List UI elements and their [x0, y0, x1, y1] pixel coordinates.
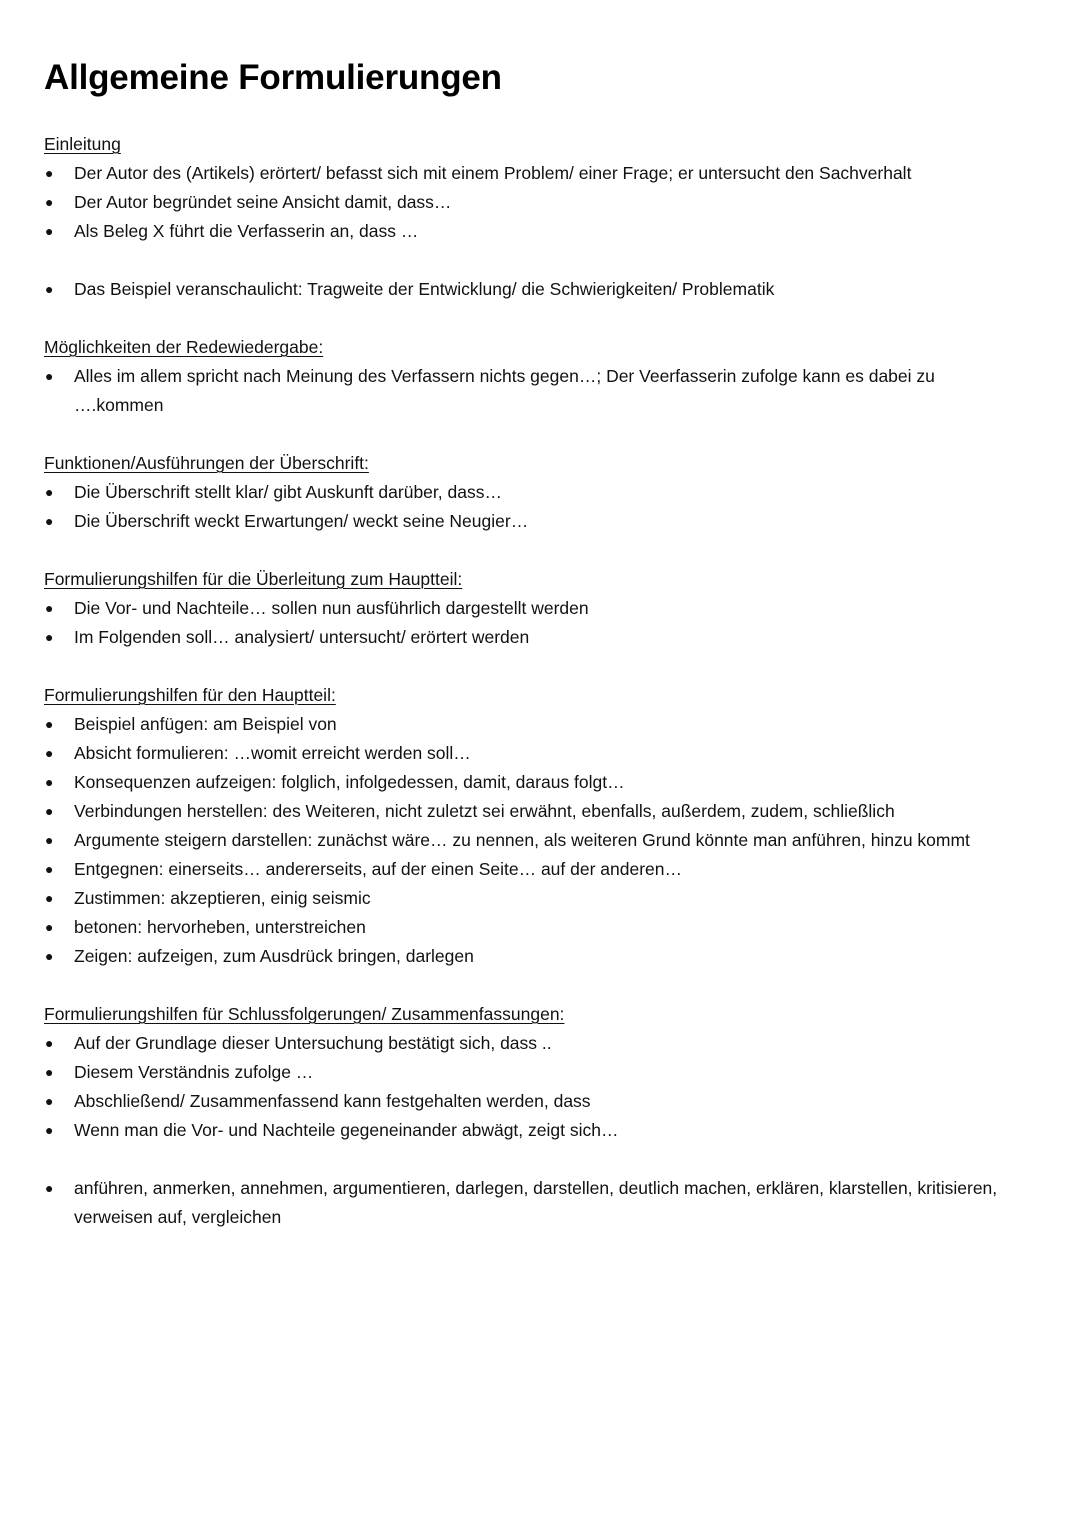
section-heading: Formulierungshilfen für den Hauptteil: — [44, 685, 336, 705]
bullet-icon: ● — [45, 774, 54, 790]
list-item-text: Der Autor begründet seine Ansicht damit, dass… — [74, 192, 452, 212]
spacer — [44, 100, 1044, 130]
section-einleitung — [44, 130, 1044, 246]
list-item-text: Die Überschrift stellt klar/ gibt Auskunft darüber, dass… — [74, 482, 502, 502]
list-item — [44, 623, 1044, 652]
bullet-icon: ● — [45, 745, 54, 761]
bullet-icon: ● — [45, 194, 54, 210]
list-item — [44, 710, 1044, 739]
bullet-icon: ● — [45, 484, 54, 500]
bullet-icon: ● — [45, 629, 54, 645]
list-item-text: Abschließend/ Zusammenfassend kann festgehalten werden, dass — [74, 1091, 591, 1111]
spacer — [44, 246, 1044, 275]
list-item — [44, 1174, 1024, 1232]
list-item — [44, 768, 1044, 797]
list-item-text: Entgegnen: einerseits… andererseits, auf der einen Seite… auf der anderen… — [74, 859, 683, 879]
list-item — [44, 855, 1044, 884]
bullet-list — [44, 478, 1044, 536]
list-item — [44, 739, 1044, 768]
list-item — [44, 188, 1044, 217]
list-item — [44, 884, 1044, 913]
list-item-text: betonen: hervorheben, unterstreichen — [74, 917, 366, 937]
bullet-icon: ● — [45, 1064, 54, 1080]
list-item-text: Zeigen: aufzeigen, zum Ausdrück bringen, darlegen — [74, 946, 474, 966]
bullet-icon: ● — [45, 803, 54, 819]
list-item — [44, 942, 1044, 971]
bullet-icon: ● — [45, 223, 54, 239]
list-item-text: Absicht formulieren: …womit erreicht werden soll… — [74, 743, 471, 763]
bullet-list — [44, 362, 964, 420]
list-item — [44, 594, 1044, 623]
list-item — [44, 1116, 1044, 1145]
bullet-icon: ● — [45, 716, 54, 732]
list-item-text: Zustimmen: akzeptieren, einig seismic — [74, 888, 371, 908]
spacer — [44, 652, 1044, 681]
bullet-icon: ● — [45, 948, 54, 964]
section-ueberschrift — [44, 449, 1044, 536]
list-item-text: Alles im allem spricht nach Meinung des Verfassern nichts gegen…; Der Veerfasserin zufolge kann es dabei zu ….kommen — [74, 366, 935, 415]
section-heading: Formulierungshilfen für die Überleitung zum Hauptteil: — [44, 569, 463, 589]
bullet-icon: ● — [45, 832, 54, 848]
bullet-list — [44, 159, 1044, 246]
section-heading: Möglichkeiten der Redewiedergabe: — [44, 337, 324, 357]
section-heading: Formulierungshilfen für Schlussfolgerungen/ Zusammenfassungen: — [44, 1004, 565, 1024]
list-item-text: Konsequenzen aufzeigen: folglich, infolgedessen, damit, daraus folgt… — [74, 772, 625, 792]
list-item — [44, 275, 1044, 304]
list-item-text: Im Folgenden soll… analysiert/ untersucht/ erörtert werden — [74, 627, 530, 647]
list-item — [44, 478, 1044, 507]
list-item-text: Als Beleg X führt die Verfasserin an, dass … — [74, 221, 419, 241]
bullet-icon: ● — [45, 1093, 54, 1109]
bullet-icon: ● — [45, 368, 54, 384]
list-item — [44, 826, 1044, 855]
bullet-icon: ● — [45, 890, 54, 906]
page-title: Allgemeine Formulierungen — [44, 58, 502, 97]
list-item-text: Das Beispiel veranschaulicht: Tragweite der Entwicklung/ die Schwierigkeiten/ Problematik — [74, 279, 775, 299]
section-redewiedergabe — [44, 333, 1044, 420]
bullet-icon: ● — [45, 1180, 54, 1196]
spacer — [44, 420, 1044, 449]
list-item — [44, 797, 1044, 826]
list-item-text: Wenn man die Vor- und Nachteile gegeneinander abwägt, zeigt sich… — [74, 1120, 619, 1140]
list-item-text: Verbindungen herstellen: des Weiteren, nicht zuletzt sei erwähnt, ebenfalls, außerdem, zudem, schließlich — [74, 801, 895, 821]
list-item-text: Auf der Grundlage dieser Untersuchung bestätigt sich, dass .. — [74, 1033, 552, 1053]
list-item — [44, 159, 1044, 188]
list-item — [44, 1029, 1044, 1058]
spacer — [44, 304, 1044, 333]
bullet-icon: ● — [45, 861, 54, 877]
bullet-icon: ● — [45, 281, 54, 297]
bullet-list — [44, 594, 1044, 652]
spacer — [44, 971, 1044, 1000]
bullet-icon: ● — [45, 513, 54, 529]
spacer — [44, 536, 1044, 565]
list-item — [44, 1087, 1044, 1116]
list-item — [44, 507, 1044, 536]
list-item-text: Beispiel anfügen: am Beispiel von — [74, 714, 337, 734]
document-page — [44, 56, 1044, 1232]
list-item — [44, 217, 1044, 246]
section-hauptteil — [44, 681, 1044, 971]
spacer — [44, 1145, 1044, 1174]
section-beispiel — [44, 275, 1044, 304]
bullet-icon: ● — [45, 165, 54, 181]
section-heading: Einleitung — [44, 134, 121, 154]
list-item — [44, 1058, 1044, 1087]
list-item-text: Die Überschrift weckt Erwartungen/ weckt seine Neugier… — [74, 511, 529, 531]
bullet-list — [44, 1174, 1024, 1232]
list-item-text: Der Autor des (Artikels) erörtert/ befasst sich mit einem Problem/ einer Frage; er untersucht den Sachverhalt — [74, 163, 912, 183]
list-item — [44, 362, 964, 420]
section-heading: Funktionen/Ausführungen der Überschrift: — [44, 453, 369, 473]
list-item-text: Argumente steigern darstellen: zunächst wäre… zu nennen, als weiteren Grund könnte man anführen, hinzu kommt — [74, 830, 970, 850]
section-schlussfolgerungen — [44, 1000, 1044, 1145]
list-item-text: Die Vor- und Nachteile… sollen nun ausführlich dargestellt werden — [74, 598, 589, 618]
list-item — [44, 913, 1044, 942]
bullet-list — [44, 1029, 1044, 1145]
section-ueberleitung — [44, 565, 1044, 652]
list-item-text: anführen, anmerken, annehmen, argumentieren, darlegen, darstellen, deutlich machen, erklären, klarstellen, kritisieren, verweisen auf, vergleichen — [74, 1178, 998, 1227]
bullet-icon: ● — [45, 919, 54, 935]
bullet-list — [44, 710, 1044, 971]
bullet-icon: ● — [45, 1122, 54, 1138]
section-verben — [44, 1174, 1044, 1232]
bullet-icon: ● — [45, 600, 54, 616]
list-item-text: Diesem Verständnis zufolge … — [74, 1062, 314, 1082]
bullet-icon: ● — [45, 1035, 54, 1051]
bullet-list — [44, 275, 1044, 304]
